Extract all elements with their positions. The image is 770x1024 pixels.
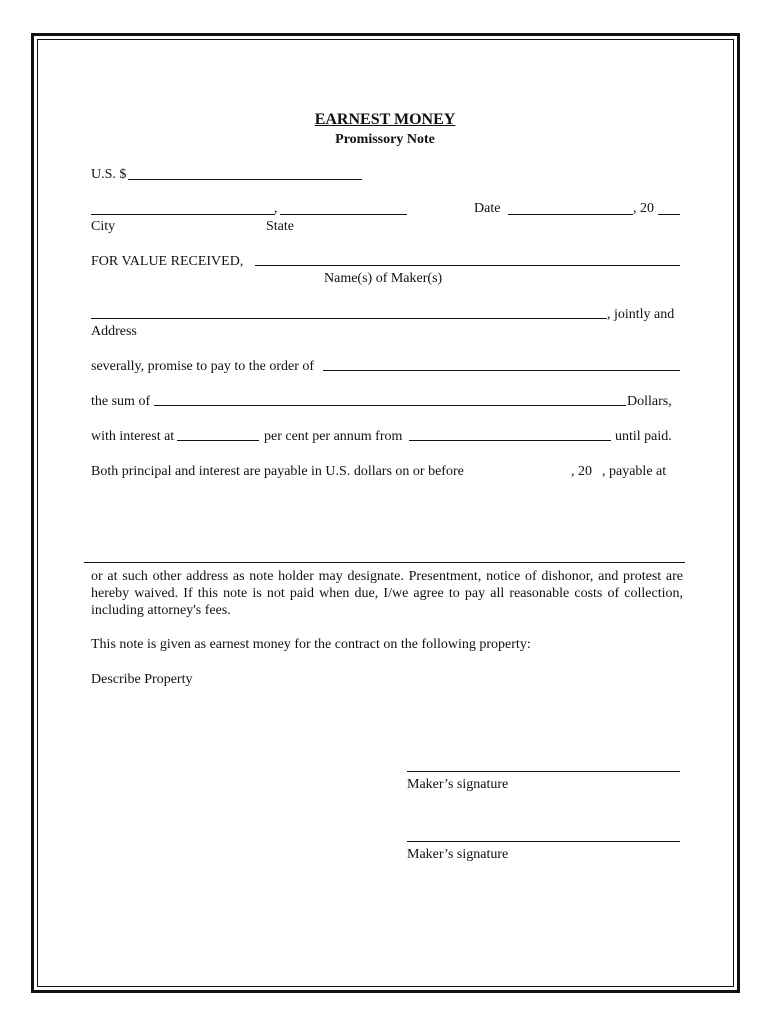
terms-paragraph: or at such other address as note holder may designate. Presentment, notice of dishonor, and protest are hereby waived. If this note is not paid when due, I/we agree to pay all reasonable costs of collection, including attorney's fees. [91, 569, 683, 618]
city-label: City [91, 219, 116, 234]
interest-rate-field[interactable] [177, 440, 259, 441]
makers-label: Name(s) of Maker(s) [324, 271, 443, 286]
inner-border [37, 39, 734, 987]
interest-start-field[interactable] [409, 440, 611, 441]
amount-field[interactable] [128, 179, 362, 180]
state-field[interactable] [280, 214, 407, 215]
until-paid-text: until paid. [615, 429, 672, 444]
both-principal-text: Both principal and interest are payable in U.S. dollars on or before [91, 464, 464, 479]
makers-name-field[interactable] [255, 265, 680, 266]
payable-address-field[interactable] [84, 562, 685, 563]
city-state-comma: , [274, 201, 278, 216]
sum-field[interactable] [154, 405, 626, 406]
year-field[interactable] [658, 214, 680, 215]
date-field[interactable] [508, 214, 633, 215]
describe-property-label: Describe Property [91, 672, 193, 687]
signature-line-2[interactable] [407, 841, 680, 842]
address-label: Address [91, 324, 137, 339]
year-prefix: , 20 [633, 201, 654, 216]
comma-20-text: , 20 [571, 464, 592, 479]
per-cent-text: per cent per annum from [264, 429, 403, 444]
amount-label: U.S. $ [91, 167, 127, 182]
jointly-and-text: , jointly and [607, 307, 675, 322]
payable-at-text: , payable at [602, 464, 667, 479]
signature-label-1: Maker’s signature [407, 777, 509, 792]
value-received-label: FOR VALUE RECEIVED, [91, 254, 244, 269]
earnest-money-text: This note is given as earnest money for the contract on the following property: [91, 637, 531, 652]
dollars-text: Dollars, [627, 394, 672, 409]
sum-of-text: the sum of [91, 394, 151, 409]
address-field[interactable] [91, 318, 607, 319]
date-label: Date [474, 201, 501, 216]
signature-line-1[interactable] [407, 771, 680, 772]
document-subtitle: Promissory Note [335, 132, 435, 147]
document-title: EARNEST MONEY [314, 111, 456, 128]
payee-field[interactable] [323, 370, 680, 371]
signature-label-2: Maker’s signature [407, 847, 509, 862]
severally-text: severally, promise to pay to the order of [91, 359, 315, 374]
state-label: State [266, 219, 294, 234]
city-field[interactable] [91, 214, 275, 215]
with-interest-text: with interest at [91, 429, 175, 444]
